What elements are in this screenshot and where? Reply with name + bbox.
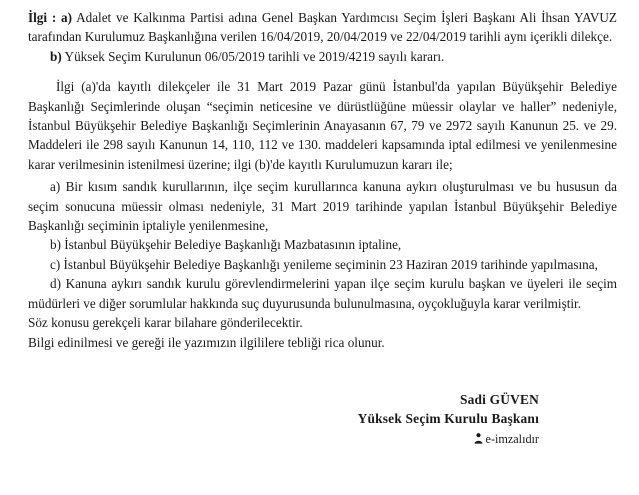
paragraph-ilgi-b: b) Yüksek Seçim Kurulunun 06/05/2019 tarihli ve 2019/4219 sayılı kararı.	[50, 48, 445, 64]
signatory-name: Sadi GÜVEN	[459, 391, 539, 407]
paragraph-kapanis-2: Bilgi edinilmesi ve gereği ile yazımızın ilgililere tebliği rica olunur.	[28, 334, 385, 350]
paragraph-kapanis-1: Söz konusu gerekçeli karar bilahare gönderilecektir.	[28, 315, 303, 331]
paragraph-madde-c: c) İstanbul Büyükşehir Belediye Başkanlığı yenileme seçiminin 23 Haziran 2019 tarihinde yapılmasına,	[50, 256, 598, 272]
paragraph-ilgi-a: İlgi : a) Adalet ve Kalkınma Partisi adına Genel Başkan Yardımcısı Seçim İşleri Başkanı Ali İhsan YAVUZ tarafından Kurulumuz Başkanlığına verilen 16/04/2019, 20/04/2019 ve 22/04/2019 tarihli aynı içerikli dilekçe.	[28, 10, 617, 45]
paragraph-madde-d: d) Kanuna aykırı sandık kurulu görevlendirmelerini yapan ilçe seçim kurulu başkan ve üyeleri ile seçim müdürleri ve diğer sorumlular hakkında suç duyurusunda bulunulmasına, oyçokluğuyla karar verilmiştir.	[28, 276, 617, 311]
signatory-title: Yüksek Seçim Kurulu Başkanı	[357, 411, 539, 427]
signature-block	[28, 390, 617, 449]
paragraph-madde-a: a) Bir kısım sandık kurullarının, ilçe seçim kurullarınca kanuna aykırı oluşturulması ve bu hususun da seçim sonucuna müessir olması nedeniyle, 31 Mart 2019 tarihinde yapılan İstanbul Büyükşehir Belediye Başkanlığı seçiminin iptaliyle yenilenmesine,	[28, 179, 617, 234]
e-signature-icon	[474, 433, 483, 444]
esignature-line	[28, 431, 539, 449]
spacer	[28, 66, 617, 77]
paragraph-madde-b: b) İstanbul Büyükşehir Belediye Başkanlığı Mazbatasının iptaline,	[50, 237, 402, 253]
paragraph-gerekce: İlgi (a)'da kayıtlı dilekçeler ile 31 Mart 2019 Pazar günü İstanbul'da yapılan Büyükşehir Belediye Başkanlığı Seçimlerinde oluşan “seçimin neticesine ve dürüstlüğüne müessir olaylar ve haller” nedeniyle, İstanbul Büyükşehir Belediye Başkanlığı Seçimlerinin Anayasanın 67, 79 ve 2972 sayılı Kanunun 25. ve 29. Maddeleri ile 298 sayılı Kanunun 14, 110, 112 ve 130. maddeleri kapsamında iptal edilmesi ve yenilenmesine karar verilmesinin istenilmesi üzerine; ilgi (b)'de kayıtlı Kurulumuzun kararı ile;	[28, 79, 617, 172]
esignature-label: e-imzalıdır	[485, 431, 539, 446]
